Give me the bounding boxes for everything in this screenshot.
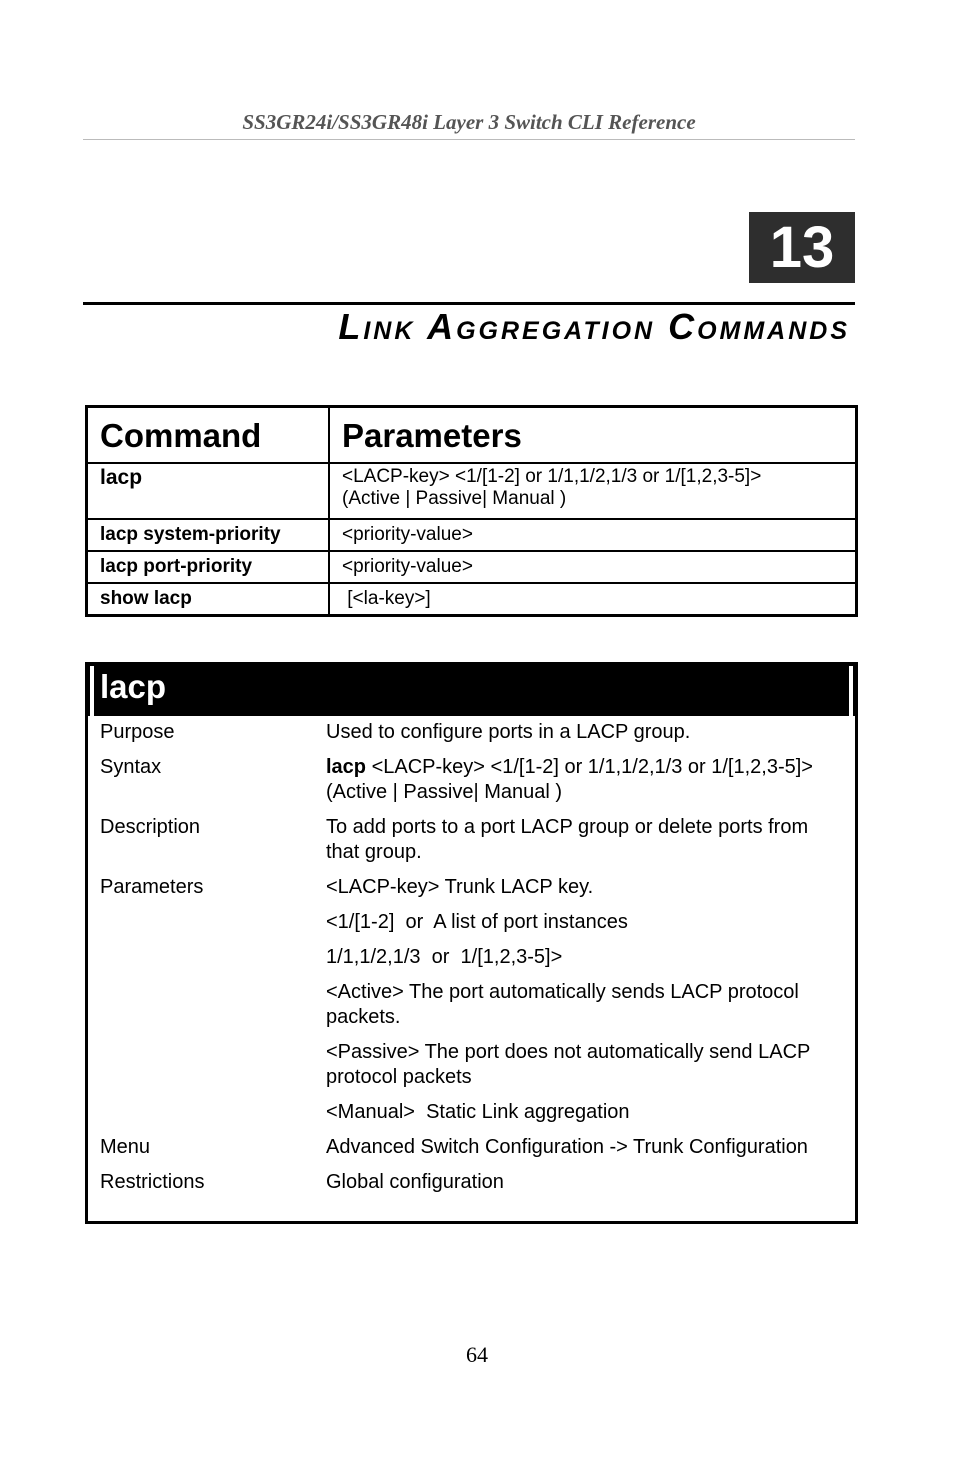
- lacp-detail-table: [85, 662, 858, 1224]
- table-row: [87, 519, 857, 551]
- description-row: [100, 815, 850, 865]
- restrictions-value: Global configuration: [326, 1171, 504, 1193]
- chapter-title: Link Aggregation Commands: [338, 306, 850, 347]
- chapter-number: 13: [749, 212, 855, 283]
- purpose-label: Purpose: [100, 721, 175, 743]
- parameter-item: <LACP-key> Trunk LACP key.: [326, 876, 594, 898]
- command-cell: lacp port-priority: [87, 551, 330, 583]
- parameter-item: <Manual> Static Link aggregation: [326, 1101, 630, 1123]
- table-row: [87, 583, 857, 616]
- running-header: SS3GR24i/SS3GR48i Layer 3 Switch CLI Reference: [242, 110, 696, 134]
- command-cell: show lacp: [87, 583, 330, 616]
- table-row: [87, 463, 857, 519]
- restrictions-label: Restrictions: [100, 1171, 205, 1193]
- purpose-value: Used to configure ports in a LACP group.: [326, 721, 691, 743]
- header-rule: [83, 139, 855, 140]
- detail-title: lacp: [100, 668, 167, 705]
- table-row: [87, 551, 857, 583]
- description-label: Description: [100, 816, 201, 838]
- page-number: 64: [466, 1342, 488, 1367]
- syntax-value: [326, 755, 850, 805]
- menu-label: Menu: [100, 1136, 151, 1158]
- parameters-cell: [<la-key>]: [329, 583, 857, 616]
- header-left-bar: [90, 666, 94, 716]
- parameters-row: [100, 875, 850, 1125]
- parameters-list: [326, 875, 850, 1125]
- syntax-label: Syntax: [100, 756, 162, 778]
- restrictions-row: [100, 1170, 850, 1195]
- parameters-cell: <priority-value>: [329, 519, 857, 551]
- parameters-cell: [329, 463, 857, 519]
- parameters-line: <LACP-key> <1/[1-2] or 1/1,1/2,1/3 or 1/[1,2,3-5]>: [342, 466, 762, 487]
- syntax-arguments: <LACP-key> <1/[1-2] or 1/1,1/2,1/3 or 1/[1,2,3-5]> (Active | Passive| Manual ): [326, 756, 813, 803]
- parameter-item: 1/1,1/2,1/3 or 1/[1,2,3-5]>: [326, 946, 563, 968]
- purpose-row: [100, 720, 850, 745]
- parameters-line: (Active | Passive| Manual ): [342, 488, 567, 509]
- menu-row: [100, 1135, 850, 1160]
- command-cell: lacp: [87, 463, 330, 519]
- syntax-keyword: lacp: [326, 756, 367, 778]
- chapter-title-rule: [83, 302, 855, 305]
- parameter-item: <Passive> The port does not automatically send LACP protocol packets: [326, 1041, 810, 1088]
- command-column-header: Command: [87, 407, 330, 464]
- parameter-item: <Active> The port automatically sends LACP protocol packets.: [326, 981, 799, 1028]
- command-cell: lacp system-priority: [87, 519, 330, 551]
- parameters-label: Parameters: [100, 876, 204, 898]
- description-value: To add ports to a port LACP group or delete ports from that group.: [326, 816, 809, 863]
- header-right-bar: [849, 666, 853, 716]
- detail-body: [100, 720, 850, 1205]
- detail-header-bar: [88, 662, 855, 716]
- command-summary-table: [85, 405, 858, 617]
- menu-value: Advanced Switch Configuration -> Trunk Configuration: [326, 1136, 808, 1158]
- parameter-item: <1/[1-2] or A list of port instances: [326, 911, 628, 933]
- parameters-cell: <priority-value>: [329, 551, 857, 583]
- parameters-column-header: Parameters: [329, 407, 857, 464]
- syntax-row: [100, 755, 850, 805]
- table-header-row: [87, 407, 857, 464]
